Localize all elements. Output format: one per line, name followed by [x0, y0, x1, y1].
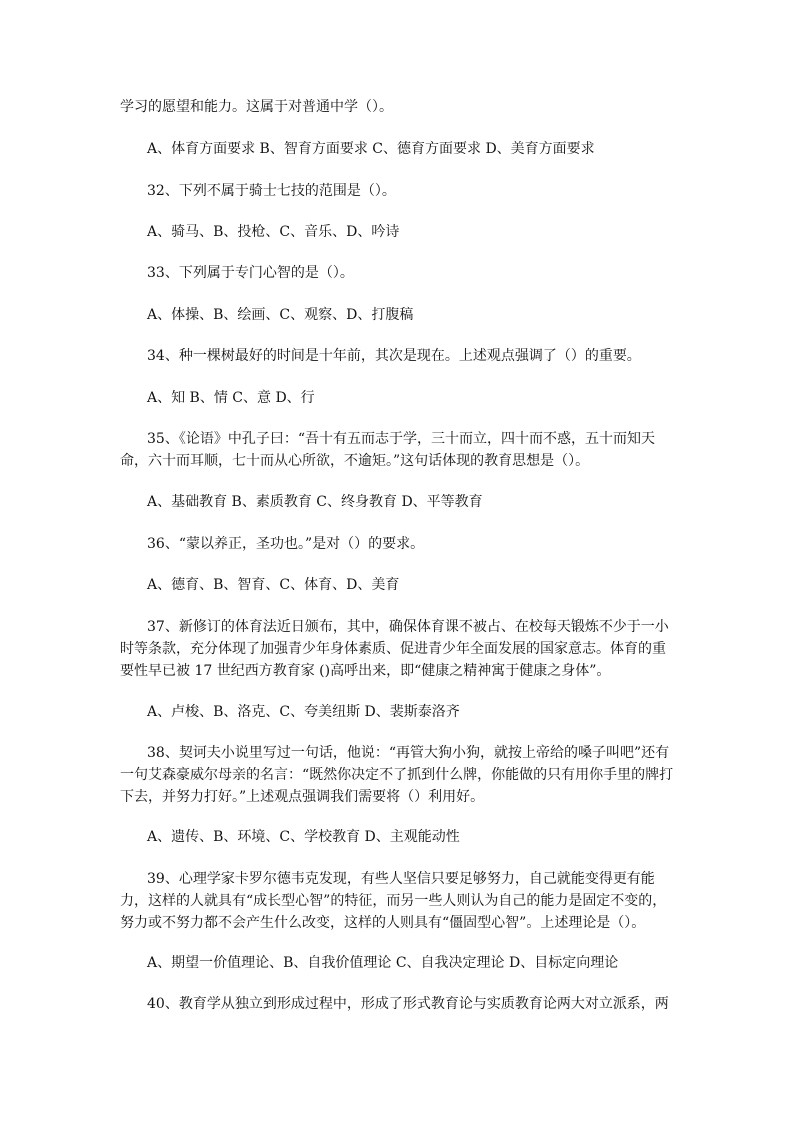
answer-options: A、期望一价值理论、B、自我价值理论 C、自我决定理论 D、目标定向理论 [147, 955, 619, 971]
answer-options: A、体操、B、绘画、C、观察、D、打腹稿 [147, 307, 414, 323]
question-39: 39、心理学家卡罗尔德韦克发现，有些人坚信只要足够努力，自己就能变得更有能力，这样的人就具有“成长型心智”的特征，而另一些人则认为自己的能力是固定不变的，努力或不努力都不会产生什么改变，这样的人则具有“僵固型心智”。上述理论是（）。 [120, 871, 667, 931]
question-34: 34、种一棵树最好的时间是十年前，其次是现在。上述观点强调了（）的重要。 [147, 348, 641, 364]
question-38: 38、契诃夫小说里写过一句话，他说：“再管大狗小狗，就按上帝给的嗓子叫吧”还有一句艾森豪威尔母亲的名言：“既然你决定不了抓到什么牌，你能做的只有用你手里的牌打下去，并努力打好。”上述观点强调我们需要将（）利用好。 [120, 745, 674, 805]
question-36: 36、“蒙以养正，圣功也。”是对（）的要求。 [147, 536, 425, 552]
answer-options: A、骑马、B、投枪、C、音乐、D、吟诗 [147, 224, 400, 240]
question-35: 35、《论语》中孔子曰：“吾十有五而志于学，三十而立，四十而不惑，五十而知天命，六十而耳顺，七十而从心所欲，不逾矩。”这句话体现的教育思想是（）。 [120, 431, 655, 469]
answer-options: A、遗传、B、环境、C、学校教育 D、主观能动性 [147, 829, 460, 845]
question-40: 40、教育学从独立到形成过程中，形成了形式教育论与实质教育论两大对立派系，两 [147, 996, 669, 1012]
text-line: 学习的愿望和能力。这属于对普通中学（）。 [120, 99, 393, 115]
question-37: 37、新修订的体育法近日颁布，其中，确保体育课不被占、在校每天锻炼不少于一小时等条款，充分体现了加强青少年身体素质、促进青少年全面发展的国家意志。体育的重要性早已被 17 世纪西方教育家 ()高呼出来，即“健康之精神寓于健康之身体”。 [120, 619, 669, 679]
question-33: 33、下列属于专门心智的是（）。 [147, 265, 354, 281]
answer-options: A、知 B、情 C、意 D、行 [147, 390, 315, 406]
answer-options: A、体育方面要求 B、智育方面要求 C、德育方面要求 D、美育方面要求 [147, 141, 595, 157]
answer-options: A、卢梭、B、洛克、C、夸美纽斯 D、裴斯泰洛齐 [147, 704, 460, 720]
answer-options: A、德育、B、智育、C、体育、D、美育 [147, 577, 400, 593]
answer-options: A、基础教育 B、素质教育 C、终身教育 D、平等教育 [147, 494, 483, 510]
question-32: 32、下列不属于骑士七技的范围是（）。 [147, 183, 396, 199]
